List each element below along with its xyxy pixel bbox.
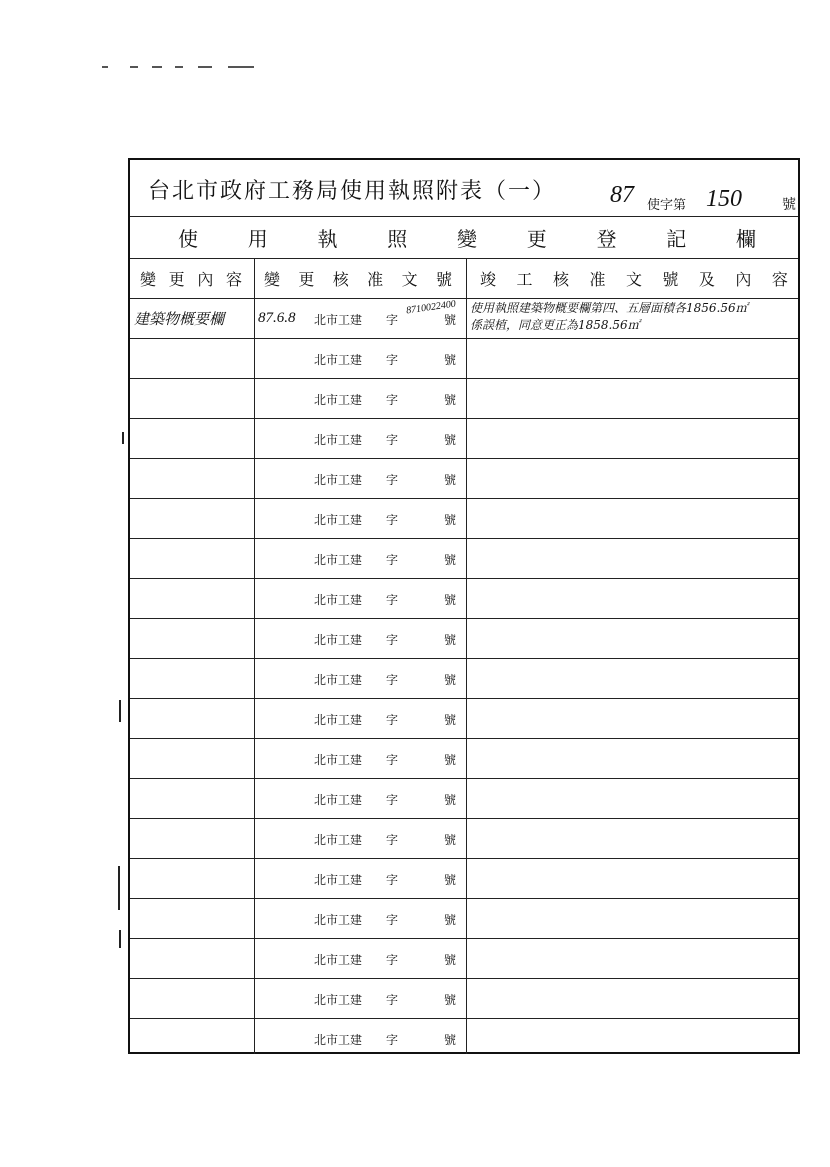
approval-number-cell bbox=[254, 1018, 464, 1058]
approval-number-cell bbox=[254, 338, 464, 378]
completion-content bbox=[470, 300, 800, 334]
approval-suffix: 號 bbox=[444, 713, 457, 727]
approval-suffix: 號 bbox=[444, 1033, 457, 1047]
scan-speck bbox=[228, 66, 254, 68]
table-row bbox=[130, 338, 798, 378]
approval-suffix: 號 bbox=[444, 673, 457, 687]
header-char: 更 bbox=[168, 269, 185, 289]
table-row bbox=[130, 658, 798, 698]
scan-speck bbox=[102, 66, 108, 68]
approval-middle: 字 bbox=[386, 993, 399, 1007]
table-row bbox=[130, 938, 798, 978]
header-char: 准 bbox=[589, 269, 606, 289]
approval-number-cell bbox=[254, 858, 464, 898]
approval-suffix: 號 bbox=[444, 633, 457, 647]
approval-prefix: 北市工建 bbox=[314, 673, 363, 687]
approval-number-cell bbox=[254, 778, 464, 818]
banner-char: 記 bbox=[666, 226, 687, 251]
scan-speck bbox=[198, 66, 212, 68]
header-char: 竣 bbox=[480, 269, 497, 289]
banner-char: 使 bbox=[178, 226, 198, 251]
approval-suffix: 號 bbox=[444, 873, 457, 887]
approval-suffix: 號 bbox=[444, 793, 457, 807]
approval-prefix: 北市工建 bbox=[314, 1033, 363, 1047]
table-row bbox=[130, 978, 798, 1018]
header-char: 工 bbox=[516, 269, 533, 289]
header-change-content bbox=[136, 258, 246, 298]
change-content-handwritten: 建築物概要欄 bbox=[134, 310, 225, 328]
approval-number-cell bbox=[254, 698, 464, 738]
approval-middle: 字 bbox=[386, 833, 399, 847]
approval-middle: 字 bbox=[386, 473, 399, 487]
scan-mark bbox=[118, 866, 120, 910]
approval-prefix: 北市工建 bbox=[314, 593, 363, 607]
header-char: 號 bbox=[662, 269, 679, 289]
approval-middle: 字 bbox=[386, 553, 399, 567]
approval-middle: 字 bbox=[386, 1033, 399, 1047]
table-row bbox=[130, 778, 798, 818]
approval-middle: 字 bbox=[386, 433, 399, 447]
approval-suffix: 號 bbox=[444, 393, 457, 407]
scan-speck bbox=[130, 66, 138, 68]
approval-prefix: 北市工建 bbox=[314, 553, 363, 567]
approval-number-cell bbox=[254, 578, 464, 618]
table-row bbox=[130, 418, 798, 458]
scan-mark bbox=[119, 930, 121, 948]
table-row bbox=[130, 818, 798, 858]
header-char: 容 bbox=[771, 269, 788, 289]
approval-middle: 字 bbox=[386, 753, 399, 767]
completion-line: 係誤植，同意更正為1858.56㎡ bbox=[470, 318, 640, 332]
approval-middle: 字 bbox=[386, 913, 399, 927]
completion-line: 使用執照建築物概要欄第四、五層面積各1856.56㎡ bbox=[470, 301, 748, 315]
header-char: 容 bbox=[225, 269, 242, 289]
table-row bbox=[130, 858, 798, 898]
approval-suffix: 號 bbox=[444, 993, 457, 1007]
banner-char: 變 bbox=[457, 226, 477, 251]
approval-date-handwritten: 87.6.8 bbox=[258, 310, 296, 326]
header-approval-number bbox=[260, 258, 456, 298]
approval-number-cell bbox=[254, 978, 464, 1018]
table-row bbox=[130, 538, 798, 578]
approval-middle: 字 bbox=[386, 713, 399, 727]
approval-prefix: 北市工建 bbox=[314, 913, 363, 927]
header-char: 變 bbox=[264, 269, 281, 289]
approval-prefix: 北市工建 bbox=[314, 713, 363, 727]
table-row bbox=[130, 378, 798, 418]
approval-suffix: 號 bbox=[444, 833, 457, 847]
header-char: 更 bbox=[298, 269, 315, 289]
approval-prefix: 北市工建 bbox=[314, 993, 363, 1007]
table-row bbox=[130, 738, 798, 778]
section-banner bbox=[130, 216, 798, 258]
table-row bbox=[130, 498, 798, 538]
approval-suffix: 號 bbox=[444, 953, 457, 967]
approval-prefix: 北市工建 bbox=[314, 393, 363, 407]
certificate-label: 使字第 bbox=[647, 198, 687, 213]
scan-speck bbox=[175, 66, 183, 68]
banner-char: 用 bbox=[247, 226, 268, 251]
approval-number-cell bbox=[254, 818, 464, 858]
approval-prefix: 北市工建 bbox=[314, 753, 363, 767]
approval-suffix: 號 bbox=[444, 433, 457, 447]
approval-number-cell bbox=[254, 498, 464, 538]
banner-char: 照 bbox=[387, 226, 408, 251]
table-row bbox=[130, 1018, 798, 1058]
handwritten-year: 87 bbox=[610, 182, 634, 208]
approval-suffix: 號 bbox=[444, 753, 457, 767]
approval-middle: 字 bbox=[386, 393, 399, 407]
approval-number-cell bbox=[254, 298, 464, 338]
approval-prefix: 北市工建 bbox=[314, 873, 363, 887]
table-row bbox=[130, 458, 798, 498]
table-row bbox=[130, 898, 798, 938]
approval-number-cell bbox=[254, 378, 464, 418]
approval-middle: 字 bbox=[386, 953, 399, 967]
approval-suffix: 號 bbox=[444, 353, 457, 367]
table-row bbox=[130, 618, 798, 658]
header-char: 及 bbox=[698, 269, 715, 289]
scan-speck bbox=[152, 66, 162, 68]
title-row bbox=[130, 160, 798, 216]
header-char: 核 bbox=[332, 269, 349, 289]
approval-suffix: 號 bbox=[444, 473, 457, 487]
table-row bbox=[130, 578, 798, 618]
approval-middle: 字 bbox=[386, 633, 399, 647]
certificate-suffix: 號 bbox=[782, 197, 796, 213]
banner-char: 執 bbox=[317, 226, 338, 251]
scan-mark bbox=[119, 700, 121, 722]
form-title: 台北市政府工務局使用執照附表（一） bbox=[148, 179, 557, 204]
banner-char: 更 bbox=[526, 226, 547, 251]
header-char: 准 bbox=[367, 269, 384, 289]
table-row-first bbox=[130, 298, 798, 338]
approval-number-cell bbox=[254, 418, 464, 458]
approval-suffix: 號 bbox=[444, 513, 457, 527]
approval-number-cell bbox=[254, 938, 464, 978]
scan-mark bbox=[122, 432, 124, 444]
approval-prefix: 北市工建 bbox=[314, 833, 363, 847]
header-char: 文 bbox=[401, 269, 418, 289]
approval-number-cell bbox=[254, 618, 464, 658]
approval-number-cell bbox=[254, 898, 464, 938]
approval-suffix: 號 bbox=[444, 553, 457, 567]
approval-number-handwritten: 8710022400 bbox=[405, 298, 457, 317]
header-char: 號 bbox=[435, 269, 452, 289]
approval-middle: 字 bbox=[386, 873, 399, 887]
handwritten-certificate-number: 150 bbox=[706, 186, 742, 212]
header-char: 變 bbox=[140, 269, 157, 289]
approval-number-cell bbox=[254, 738, 464, 778]
banner-char: 登 bbox=[596, 226, 617, 251]
approval-number-cell bbox=[254, 538, 464, 578]
header-char: 核 bbox=[552, 269, 569, 289]
approval-middle: 字 bbox=[386, 673, 399, 687]
approval-middle: 字 bbox=[386, 593, 399, 607]
header-completion-approval bbox=[478, 258, 790, 298]
banner-char: 欄 bbox=[736, 226, 756, 251]
approval-middle: 字 bbox=[386, 793, 399, 807]
approval-prefix: 北市工建 bbox=[314, 513, 363, 527]
license-appendix-form bbox=[128, 158, 800, 1054]
header-char: 內 bbox=[735, 269, 752, 289]
approval-number-cell bbox=[254, 458, 464, 498]
approval-prefix: 北市工建 bbox=[314, 433, 363, 447]
approval-middle: 字 bbox=[386, 353, 399, 367]
table-row bbox=[130, 698, 798, 738]
header-char: 內 bbox=[197, 269, 214, 289]
approval-middle: 字 bbox=[386, 313, 399, 327]
approval-suffix: 號 bbox=[444, 913, 457, 927]
approval-prefix: 北市工建 bbox=[314, 633, 363, 647]
approval-middle: 字 bbox=[386, 513, 399, 527]
approval-number-cell bbox=[254, 658, 464, 698]
approval-prefix: 北市工建 bbox=[314, 353, 363, 367]
approval-prefix: 北市工建 bbox=[314, 473, 363, 487]
approval-suffix: 號 bbox=[444, 313, 457, 327]
approval-prefix: 北市工建 bbox=[314, 313, 363, 327]
approval-suffix: 號 bbox=[444, 593, 457, 607]
approval-prefix: 北市工建 bbox=[314, 953, 363, 967]
header-char: 文 bbox=[625, 269, 642, 289]
approval-prefix: 北市工建 bbox=[314, 793, 363, 807]
